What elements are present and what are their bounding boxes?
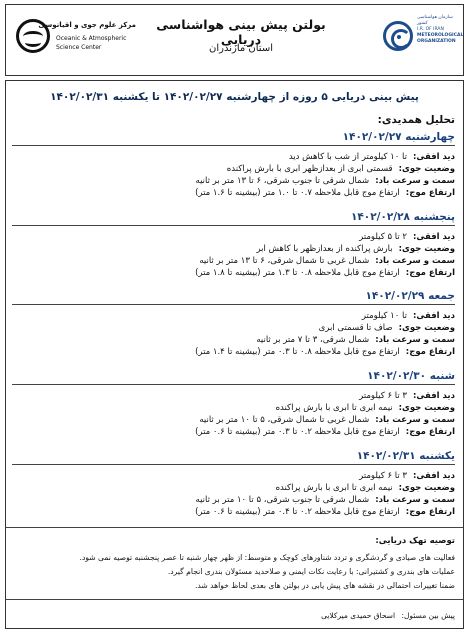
synoptic-analysis-label: تحلیل همدیدی:	[377, 114, 455, 126]
weather-row: وضعیت جوی:نیمه ابری تا ابری با بارش پراکنده	[275, 483, 455, 493]
bulletin-page	[5, 4, 464, 629]
advice-line: عملیات های بندری و کشتیرانی: با رعایت نکات ایمنی و صلاحدید مسئولان بندری انجام گیرد.	[167, 567, 455, 576]
visibility-row: دید افقی:تا ۱۰ کیلومتر از شب با کاهش دید	[288, 152, 455, 162]
visibility-row: دید افقی:۳ تا ۶ کیلومتر	[359, 391, 455, 401]
wind-row: سمت و سرعت باد:شمال شرقی تا جنوب شرقی، ۶ تا ۱۳ متر بر ثانیه	[195, 176, 455, 186]
weather-row: وضعیت جوی:قسمتی ابری از بعدازظهر ابری با بارش پراکنده	[226, 164, 455, 174]
wind-row: سمت و سرعت باد:شمال غربی تا شمال شرقی، ۶ تا ۱۳ متر بر ثانیه	[199, 256, 455, 266]
day-title: پنجشنبه ۱۴۰۲/۰۲/۲۸	[12, 211, 455, 226]
day-title: جمعه ۱۴۰۲/۰۲/۲۹	[12, 290, 455, 305]
oasc-name-en: Oceanic & Atmospheric Science Center	[56, 35, 127, 51]
wave-row: ارتفاع موج:ارتفاع موج قابل ملاحظه ۰.۸ تا ۱.۳ متر (بیشینه تا ۱.۸ متر)	[195, 268, 455, 278]
irimo-emblem-icon	[383, 21, 413, 51]
forecaster-name: اسحاق حمیدی میرکلایی	[321, 611, 396, 620]
wind-row: سمت و سرعت باد:شمال شرقی، ۳ تا ۷ متر بر ثانیه	[256, 335, 455, 345]
weather-row: وضعیت جوی:بارش پراکنده از بعدازظهر با کاهش ابر	[256, 244, 455, 254]
day-title: یکشنبه ۱۴۰۲/۰۲/۳۱	[12, 450, 455, 465]
wave-row: ارتفاع موج:ارتفاع موج قابل ملاحظه ۰.۸ تا ۰.۳ متر (بیشینه تا ۱.۴ متر)	[195, 347, 455, 357]
bulletin-header	[5, 4, 464, 76]
oasc-logo	[14, 11, 136, 71]
wave-row: ارتفاع موج:ارتفاع موج قابل ملاحظه ۰.۷ تا ۱.۰ متر (بیشینه تا ۱.۶ متر)	[195, 188, 455, 198]
forecast-frame	[5, 80, 464, 629]
wave-row: ارتفاع موج:ارتفاع موج قابل ملاحظه ۰.۲ تا ۰.۴ متر (بیشینه تا ۰.۶ متر)	[195, 507, 455, 517]
day-title: چهارشنبه ۱۴۰۲/۰۲/۲۷	[12, 131, 455, 146]
irimo-logo-text: سازمان هواشناسی کشور I.R. OF IRAN METEOROLOGICAL ORGANIZATION	[417, 15, 464, 44]
title-block	[146, 5, 336, 77]
wind-row: سمت و سرعت باد:شمال غربی تا شمال شرقی، ۵ تا ۱۰ متر بر ثانیه	[199, 415, 455, 425]
weather-row: وضعیت جوی:صاف تا قسمتی ابری	[318, 323, 455, 333]
weather-row: وضعیت جوی:نیمه ابری تا ابری با بارش پراکنده	[275, 403, 455, 413]
wave-row: ارتفاع موج:ارتفاع موج قابل ملاحظه ۰.۲ تا ۰.۳ متر (بیشینه تا ۰.۶ متر)	[195, 427, 455, 437]
irimo-logo	[381, 11, 464, 71]
visibility-row: دید افقی:۳ تا ۶ کیلومتر	[359, 471, 455, 481]
visibility-row: دید افقی:۲ تا ۵ کیلومتر	[359, 232, 455, 242]
advice-line: فعالیت های صیادی و گردشگری و تردد شناورهای کوچک و متوسط: از ظهر چهار شنبه تا عصر پنجشنبه توصیه نمی شود.	[79, 553, 455, 562]
day-title: شنبه ۱۴۰۲/۰۲/۳۰	[12, 370, 455, 385]
visibility-row: دید افقی:تا ۱۰ کیلومتر	[361, 311, 455, 321]
bulletin-title: بولتن پیش بینی هواشناسی دریایی	[156, 17, 326, 47]
section-divider	[6, 527, 463, 528]
forecaster-label: پیش بین مسئول:	[401, 611, 455, 620]
wind-row: سمت و سرعت باد:شمال شرقی تا جنوب شرقی، ۵ تا ۱۰ متر بر ثانیه	[195, 495, 455, 505]
advice-line: ضمنا تغییرات احتمالی در نقشه های پیش یابی در بولتن های بعدی لحاظ خواهد شد.	[194, 581, 455, 590]
responsible-forecaster	[321, 611, 455, 620]
footer-divider	[6, 599, 463, 600]
forecast-period-title: پیش بینی دریایی ۵ روزه از چهارشنبه ۱۴۰۲/۰۲/۲۷ تا یکشنبه ۱۴۰۲/۰۲/۳۱	[50, 91, 419, 103]
oasc-name-fa: مرکز علوم جوی و اقیانوسی	[38, 21, 136, 29]
advice-title: توصیه تهک دریایی:	[375, 536, 455, 546]
province-subtitle: استان مازندران	[209, 43, 273, 54]
